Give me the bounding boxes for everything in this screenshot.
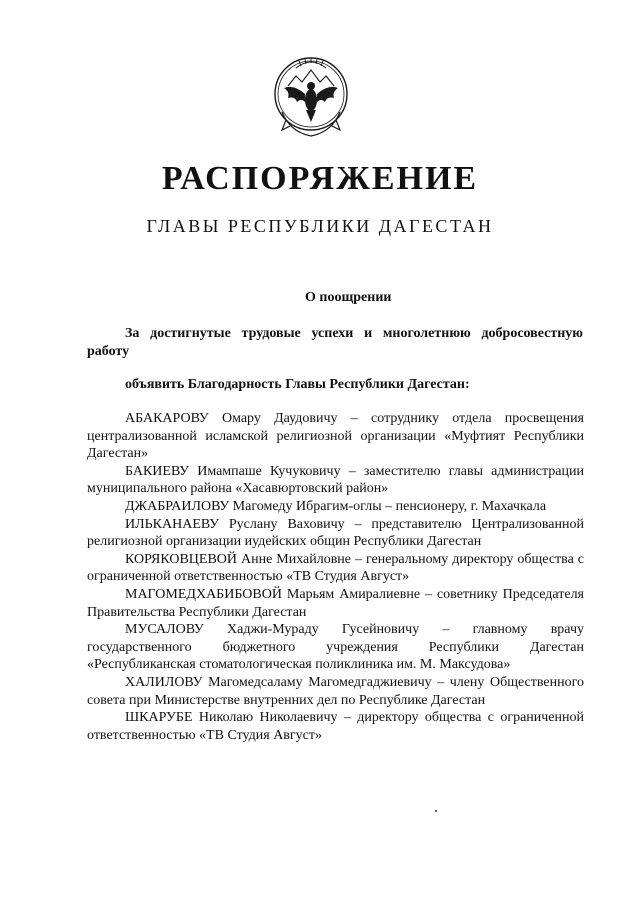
document-subtitle: ГЛАВЫ РЕСПУБЛИКИ ДАГЕСТАН [146,216,494,236]
preamble-paragraph: За достигнутые трудовые успехи и многолетнюю добросовестную работу [87,326,583,359]
list-item: ШКАРУБЕ Николаю Николаевичу – директору общества с ограниченной ответственностью «ТВ Студия Август» [87,710,584,743]
list-item: МУСАЛОВУ Хаджи-Мураду Гусейновичу – главному врачу государственного бюджетного учреждения Республики Дагестан «Республиканская стоматологическая поликлиника им. М. Максудова» [87,622,584,673]
scan-speck [435,810,437,812]
list-item: ИЛЬКАНАЕВУ Руслану Ваховичу – представителю Централизованной религиозной организации иудейских общин Республики Дагестан [87,516,584,550]
list-item: КОРЯКОВЦЕВОЙ Анне Михайловне – генеральному директору общества с ограниченной ответственностью «ТВ Студия Август» [87,551,584,585]
list-item: БАКИЕВУ Имампаше Кучуковичу – заместителю главы администрации муниципального района «Хасавюртовский район» [87,463,584,497]
document-title: РАСПОРЯЖЕНИЕ [161,160,479,197]
dagestan-coat-of-arms-emblem [268,50,354,146]
list-item: АБАКАРОВУ Омару Даудовичу – сотруднику отдела просвещения централизованной исламской религиозной организации «Муфтият Республики Дагестан» [87,411,584,462]
list-item: МАГОМЕДХАБИБОВОЙ Марьям Амиралиевне – советнику Председателя Правительства Республики Дагестан [87,586,584,620]
awardees-list [87,410,584,744]
announcement-line: объявить Благодарность Главы Республики Дагестан: [125,377,470,392]
list-item: ХАЛИЛОВУ Магомедсаламу Магомедгаджиевичу – члену Общественного совета при Министерстве внутренних дел по Республике Дагестан [87,674,584,708]
list-item: ДЖАБРАИЛОВУ Магомеду Ибрагим-оглы – пенсионеру, г. Махачкала [125,498,547,514]
document-subject: О поощрении [305,290,392,305]
